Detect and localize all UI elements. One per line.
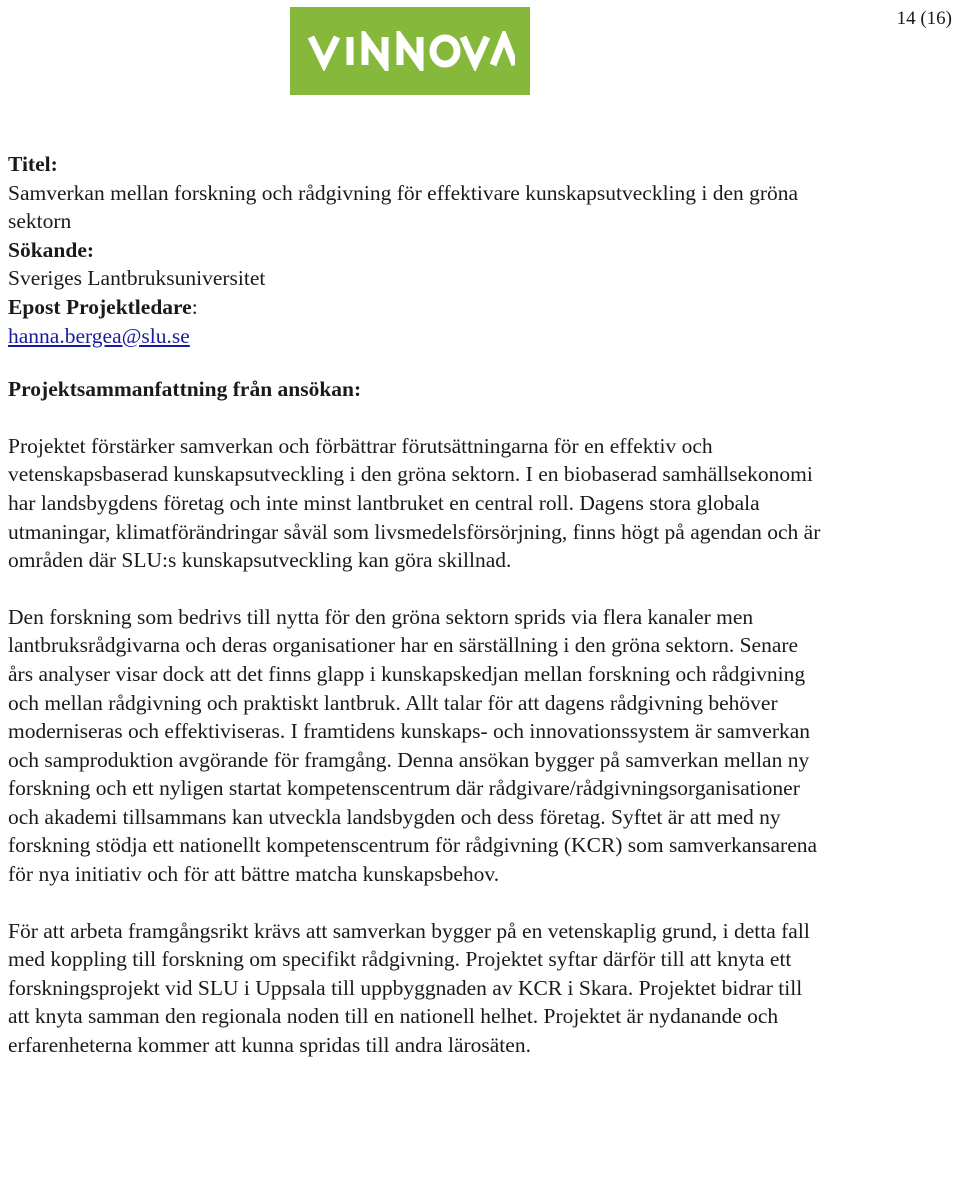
meta-block [8,150,828,350]
vinnova-logo [290,7,530,95]
email-label-colon: : [191,294,198,319]
email-label-line [8,293,828,322]
summary-paragraph-1: Projektet förstärker samverkan och förbättrar förutsättningarna för en effektiv och vetenskapsbaserad kunskapsutveckling i den gröna sektorn. I en biobaserad samhällsekonomi har landsbygdens företag och inte minst lantbruket en central roll. Dagens stora globala utmaningar, klimatförändringar såväl som livsmedelsförsörjning, finns högt på agendan och är områden där SLU:s kunskapsutveckling kan göra skillnad. [8,433,821,573]
document-body [8,150,828,1060]
email-line [8,322,828,351]
summary-heading: Projektsammanfattning från ansökan: [8,377,362,402]
page-number: 14 (16) [896,8,952,29]
vinnova-wordmark [305,31,515,71]
applicant-value: Sveriges Lantbruksuniversitet [8,266,266,291]
title-value: Samverkan mellan forskning och rådgivning för effektivare kunskapsutveckling i den gröna sektorn [8,180,799,234]
applicant-label: Sökande: [8,237,95,262]
title-label: Titel: [8,152,58,176]
email-link[interactable]: hanna.bergea@slu.se [8,323,190,348]
email-label: Epost Projektledare [8,294,192,319]
summary-paragraph-3: För att arbeta framgångsrikt krävs att samverkan bygger på en vetenskaplig grund, i detta fall med koppling till forskning om specifikt rådgivning. Projektet syftar därför till att knyta ett forskningsprojekt vid SLU i Uppsala till uppbyggnaden av KCR i Skara. Projektet bidrar till att knyta samman den regionala noden till en nationell helhet. Projektet är nydanande och erfarenheterna kommer att kunna spridas till andra lärosäten. [8,918,810,1058]
summary-paragraph-2: Den forskning som bedrivs till nytta för den gröna sektorn sprids via flera kanaler men lantbruksrådgivarna och deras organisationer har en särställning i den gröna sektorn. Senare års analyser visar dock att det finns glapp i kunskapskedjan mellan forskning och rådgivning och mellan rådgivning och praktiskt lantbruk. Allt talar för att dagens rådgivning behöver moderniseras och effektiviseras. I framtidens kunskaps- och innovationssystem är samverkan och samproduktion avgörande för framgång. Denna ansökan bygger på samverkan mellan ny forskning och ett nyligen startat kompetenscentrum där rådgivare/rådgivningsorganisationer och akademi tillsammans kan utveckla landsbygden och dess företag. Syftet är att med ny forskning stödja ett nationellt kompetenscentrum för rådgivning (KCR) som samverkansarena för nya initiativ och för att bättre matcha kunskapsbehov. [8,604,818,887]
